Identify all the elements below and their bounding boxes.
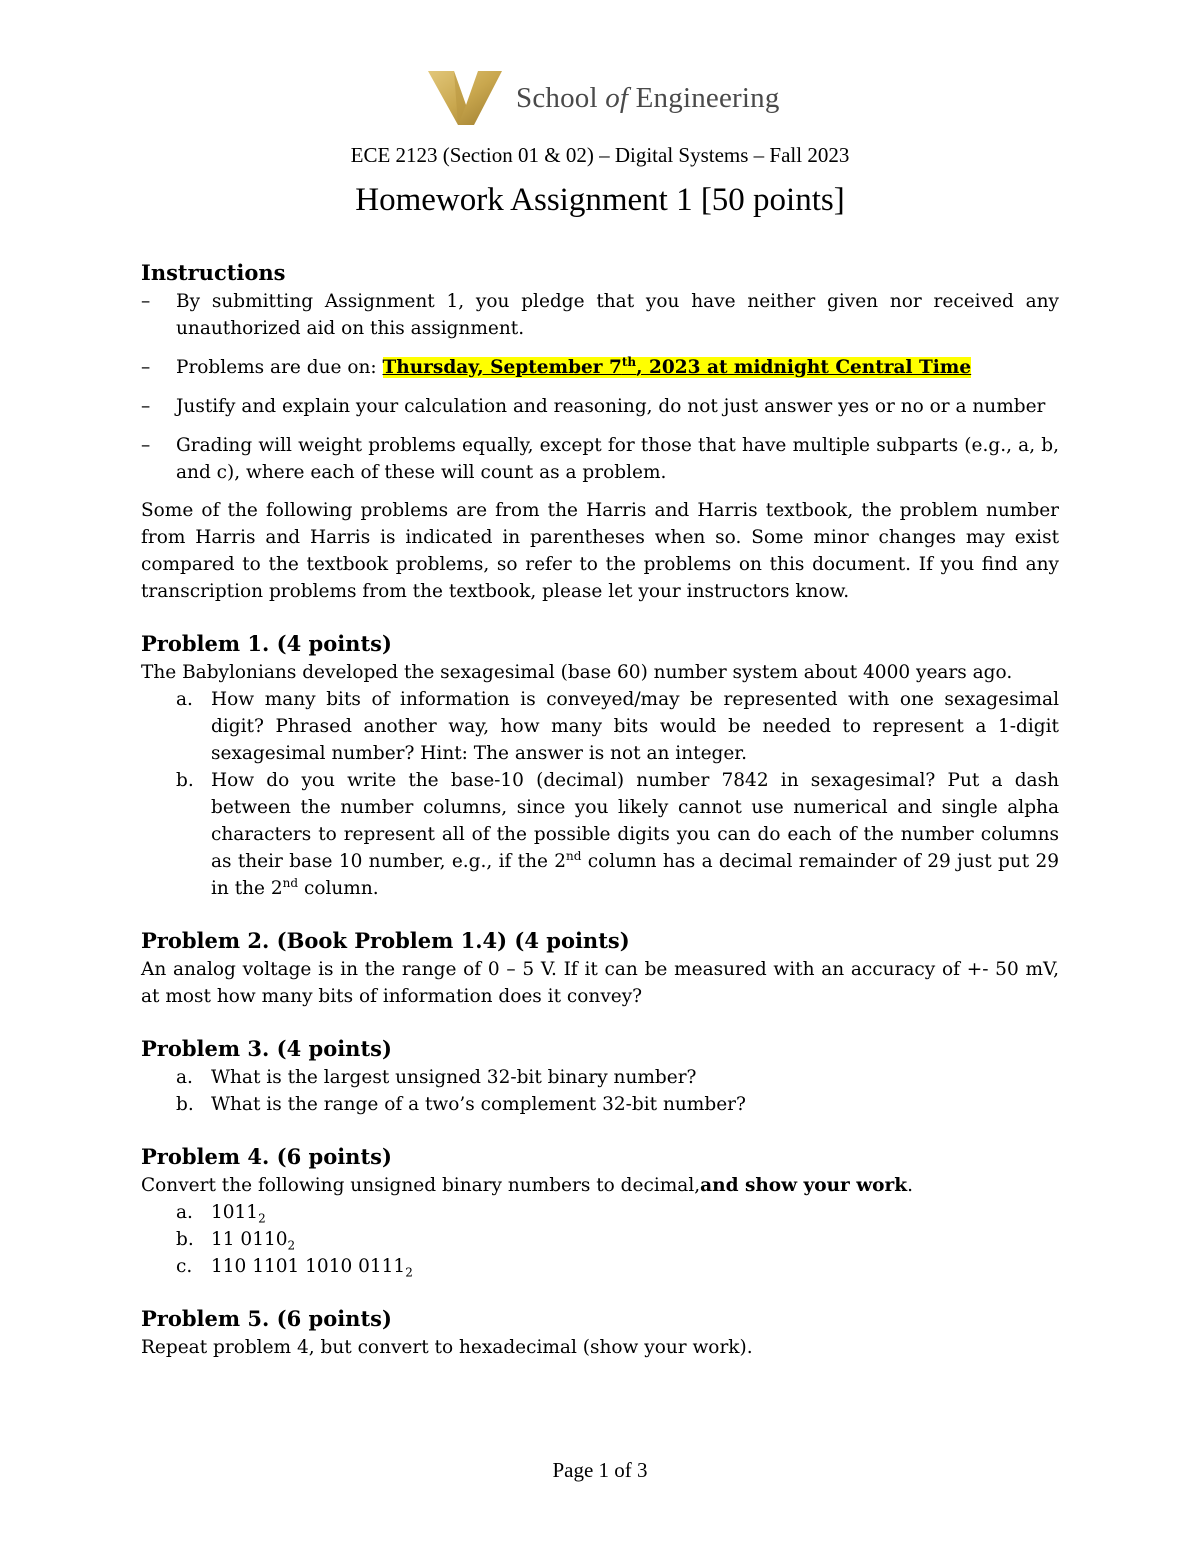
page-number: Page 1 of 3 (552, 1458, 648, 1482)
instructions-list (141, 288, 1059, 486)
instructions-heading: Instructions (141, 260, 286, 285)
list-item: – Grading will weight problems equally, except for those that have multiple subparts (e.g., a, b, and c), where each of these will count as a problem. (141, 435, 1059, 483)
list-item: c. 110 1101 1010 $0111_2$ (176, 1256, 413, 1280)
problem-heading: Problem 1. (4 points) (141, 631, 392, 656)
school-logo (428, 68, 780, 128)
page-title: Homework Assignment 1 [50 points] (355, 182, 845, 218)
list-item: a. How many bits of information is conveyed/may be represented with one sexagesimal digit? Phrased another way, how many bits would be needed to represent a 1-digit sexagesimal number? Hint: The answer is not an integer. (176, 689, 1059, 764)
document-body (141, 258, 1059, 1361)
problem-heading: Problem 2. (Book Problem 1.4) (4 points) (141, 928, 630, 953)
list-item: – Problems are due on: Thursday, September 7th, 2023 at midnight Central Time (141, 354, 972, 378)
problem-heading: Problem 3. (4 points) (141, 1036, 392, 1061)
problem-text: The Babylonians developed the sexagesimal (base 60) number system about 4000 years ago. (141, 662, 1013, 683)
list-item: b. What is the range of a two’s complement 32-bit number? (176, 1094, 746, 1115)
problem-3 (141, 1034, 1059, 1118)
list-item: a. $1011_2$ (176, 1202, 266, 1226)
course-line: ECE 2123 (Section 01 & 02) – Digital Systems – Fall 2023 (350, 143, 850, 167)
instructions-paragraph: Some of the following problems are from the Harris and Harris textbook, the problem number from Harris and Harris is indicated in parentheses when so. Some minor changes may exist compared to the textbook problems, so refer to the problems on this document. If you find any transcription problems from the textbook, please let your instructors know. (141, 500, 1059, 602)
list-item: b. How do you write the base-10 (decimal) number 7842 in sexagesimal? Put a dash between the number columns, since you likely cannot use numerical and single alpha characters to represent all of the possible digits you can do each of the number columns as their base 10 number, e.g., if the 2nd column has a decimal remainder of 29 just put 29 in the 2nd column. (176, 770, 1059, 899)
problem-2 (141, 926, 1059, 1010)
problem-text: Repeat problem 4, but convert to hexadecimal (show your work). (141, 1337, 753, 1358)
problem-1 (141, 629, 1059, 902)
list-item: – Justify and explain your calculation and reasoning, do not just answer yes or no or a number (141, 396, 1046, 417)
problem-text: An analog voltage is in the range of 0 – 5 V. If it can be measured with an accuracy of +- 50 mV, at most how many bits of information does it convey? (141, 959, 1059, 1007)
problem-4 (141, 1142, 1059, 1280)
school-name: School of Engineering (516, 81, 780, 114)
problem-text: Convert the following unsigned binary numbers to decimal,and show your work. (141, 1175, 913, 1196)
list-item: – By submitting Assignment 1, you pledge that you have neither given nor received any unauthorized aid on this assignment. (141, 291, 1059, 339)
v-logo-icon (428, 69, 502, 127)
problem-heading: Problem 5. (6 points) (141, 1306, 392, 1331)
due-date-highlight: Thursday, September 7th, 2023 at midnight Central Time (382, 354, 972, 378)
problem-heading: Problem 4. (6 points) (141, 1144, 392, 1169)
list-item: a. What is the largest unsigned 32-bit binary number? (176, 1067, 697, 1088)
problem-5 (141, 1304, 1059, 1361)
list-item: b. 11 $0110_2$ (176, 1229, 296, 1253)
